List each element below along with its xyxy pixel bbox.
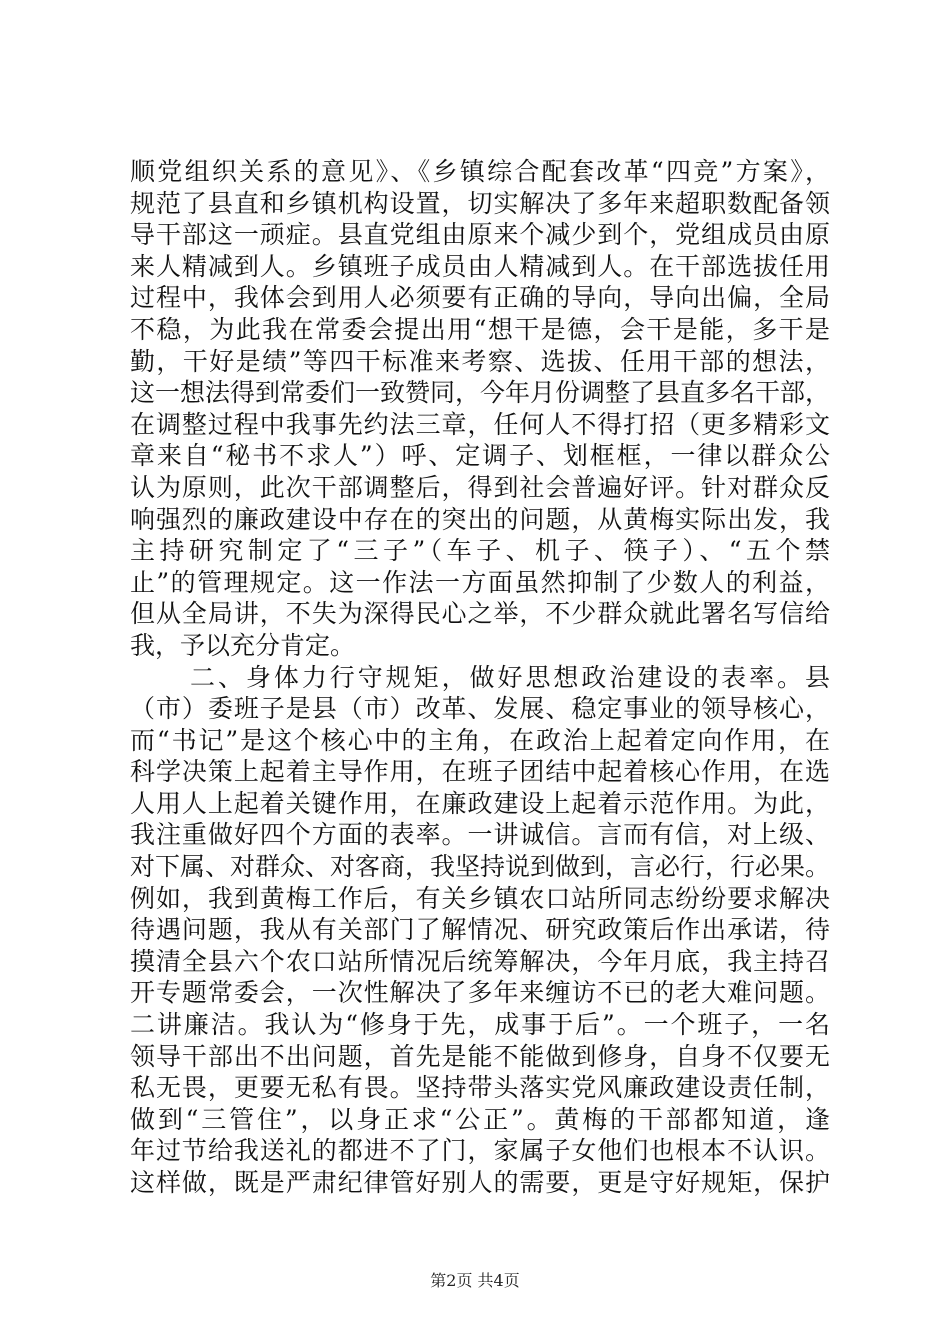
text-line: 二讲廉洁。我认为“修身于先，成事于后”。一个班子，一名 — [130, 1010, 830, 1040]
text-line: 来人精减到人。乡镇班子成员由人精减到人。在干部选拔任用 — [130, 251, 830, 281]
text-line: 章来自“秘书不求人”）呼、定调子、划框框，一律以群众公 — [130, 441, 830, 471]
text-line: 止”的管理规定。这一作法一方面虽然抑制了少数人的利益， — [130, 567, 830, 597]
text-line: 顺党组织关系的意见》、《乡镇综合配套改革“四竞”方案》， — [130, 157, 830, 186]
text-line: 领导干部出不出问题，首先是能不能做到修身，自身不仅要无 — [130, 1041, 830, 1071]
text-line: 过程中，我体会到用人必须要有正确的导向，导向出偏，全局 — [130, 283, 830, 313]
text-line: 科学决策上起着主导作用，在班子团结中起着核心作用，在选 — [130, 757, 830, 787]
text-line: 主持研究制定了“三子”（车子、机子、筷子）、“五个禁 — [130, 536, 830, 566]
text-line: 年过节给我送礼的都进不了门，家属子女他们也根本不认识。 — [130, 1136, 830, 1166]
text-line: 私无畏，更要无私有畏。坚持带头落实党风廉政建设责任制， — [130, 1073, 830, 1103]
text-line: 勤，干好是绩”等四干标准来考察、选拔、任用干部的想法， — [130, 346, 830, 376]
text-line: 而“书记”是这个核心中的主角，在政治上起着定向作用，在 — [130, 725, 830, 755]
text-line: 例如，我到黄梅工作后，有关乡镇农口站所同志纷纷要求解决 — [130, 883, 830, 913]
page-number-footer: 第2页 共4页 — [430, 1271, 520, 1290]
text-line: 对下属、对群众、对客商，我坚持说到做到，言必行，行必果。 — [130, 852, 830, 882]
text-line: 但从全局讲，不失为深得民心之举，不少群众就此署名写信给 — [130, 599, 830, 629]
text-line: 导干部这一顽症。县直党组由原来个减少到个，党组成员由原 — [130, 220, 830, 250]
text-line: 我，予以充分肯定。 — [130, 630, 356, 660]
text-line: 这一想法得到常委们一致赞同，今年月份调整了县直多名干部， — [130, 378, 830, 408]
text-line: 这样做，既是严肃纪律管好别人的需要，更是守好规矩，保护 — [130, 1168, 830, 1197]
text-line: 我注重做好四个方面的表率。一讲诚信。言而有信，对上级、 — [130, 820, 830, 850]
text-line: 响强烈的廉政建设中存在的突出的问题，从黄梅实际出发，我 — [130, 504, 830, 534]
text-line: 不稳，为此我在常委会提出用“想干是德，会干是能，多干是 — [130, 314, 830, 344]
text-line: （市）委班子是县（市）改革、发展、稳定事业的领导核心， — [130, 694, 830, 724]
text-line: 在调整过程中我事先约法三章，任何人不得打招（更多精彩文 — [130, 409, 830, 439]
text-line: 摸清全县六个农口站所情况后统筹解决，今年月底，我主持召 — [130, 946, 830, 976]
text-line: 认为原则，此次干部调整后，得到社会普遍好评。针对群众反 — [130, 472, 830, 502]
body-text — [130, 156, 830, 1199]
text-line: 规范了县直和乡镇机构设置，切实解决了多年来超职数配备领 — [130, 188, 830, 218]
text-line: 待遇问题，我从有关部门了解情况、研究政策后作出承诺，待 — [130, 915, 830, 945]
paragraph-start-line: 二、身体力行守规矩，做好思想政治建设的表率。县 — [190, 662, 830, 692]
text-line: 开专题常委会，一次性解决了多年来缠访不已的老大难问题。 — [130, 978, 830, 1008]
text-line: 人用人上起着关键作用，在廉政建设上起着示范作用。为此， — [130, 788, 830, 818]
text-line: 做到“三管住”，以身正求“公正”。黄梅的干部都知道，逢 — [130, 1104, 830, 1134]
